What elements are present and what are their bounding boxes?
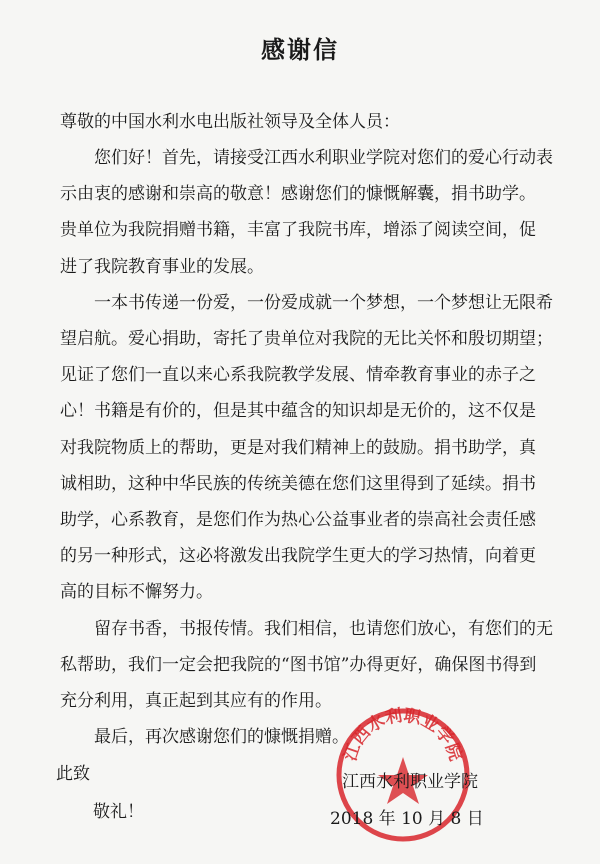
body-line: 心！书籍是有价的，但是其中蕴含的知识却是无价的，这不仅是 bbox=[60, 401, 536, 422]
body-line: 助学，心系教育，是您们作为热心公益事业者的崇高社会责任感 bbox=[60, 510, 536, 530]
body-line: 您们好！首先，请接受江西水利职业学院对您们的爱心行动表 bbox=[60, 148, 553, 168]
salutation: 尊敬的中国水利水电出版社领导及全体人员： bbox=[60, 112, 400, 132]
body-line: 诚相助，这种中华民族的传统美德在您们这里得到了延续。捐书 bbox=[60, 473, 536, 494]
body-line: 充分利用，真正起到其应有的作用。 bbox=[60, 691, 332, 711]
closing-jingli: 敬礼！ bbox=[93, 802, 144, 823]
body-line: 望启航。爱心捐助，寄托了贵单位对我院的无比关怀和殷切期望； bbox=[60, 329, 553, 349]
body-line: 对我院物质上的帮助，更是对我们精神上的鼓励。捐书助学，真 bbox=[60, 437, 536, 458]
body-line: 进了我院教育事业的发展。 bbox=[60, 256, 264, 277]
letter-title: 感谢信 bbox=[261, 35, 339, 64]
body-line: 一本书传递一份爱，一份爱成就一个梦想，一个梦想让无限希 bbox=[60, 292, 553, 313]
body-line: 高的目标不懈努力。 bbox=[60, 582, 213, 603]
signature-organization: 江西水利职业学院 bbox=[342, 772, 478, 792]
body-line: 贵单位为我院捐赠书籍，丰富了我院书库，增添了阅读空间，促 bbox=[60, 220, 536, 241]
body-line: 留存书香，书报传情。我们相信，也请您们放心，有您们的无 bbox=[60, 618, 553, 639]
body-line: 私帮助，我们一定会把我院的“图书馆”办得更好，确保图书得到 bbox=[60, 654, 537, 675]
body-line: 的另一种形式，这必将激发出我院学生更大的学习热情，向着更 bbox=[60, 546, 536, 567]
body-line: 见证了您们一直以来心系我院教学发展、情牵教育事业的赤子之 bbox=[60, 365, 536, 386]
signature-date: 2018 年 10 月 8 日 bbox=[330, 809, 484, 829]
body-line: 最后，再次感谢您们的慷慨捐赠。 bbox=[60, 727, 349, 748]
closing-cizhi: 此致 bbox=[56, 764, 90, 785]
svg-text:江西水利职业学院: 江西水利职业学院 bbox=[340, 705, 466, 764]
body-line: 示由衷的感谢和崇高的敬意！感谢您们的慷慨解囊，捐书助学。 bbox=[60, 184, 536, 205]
